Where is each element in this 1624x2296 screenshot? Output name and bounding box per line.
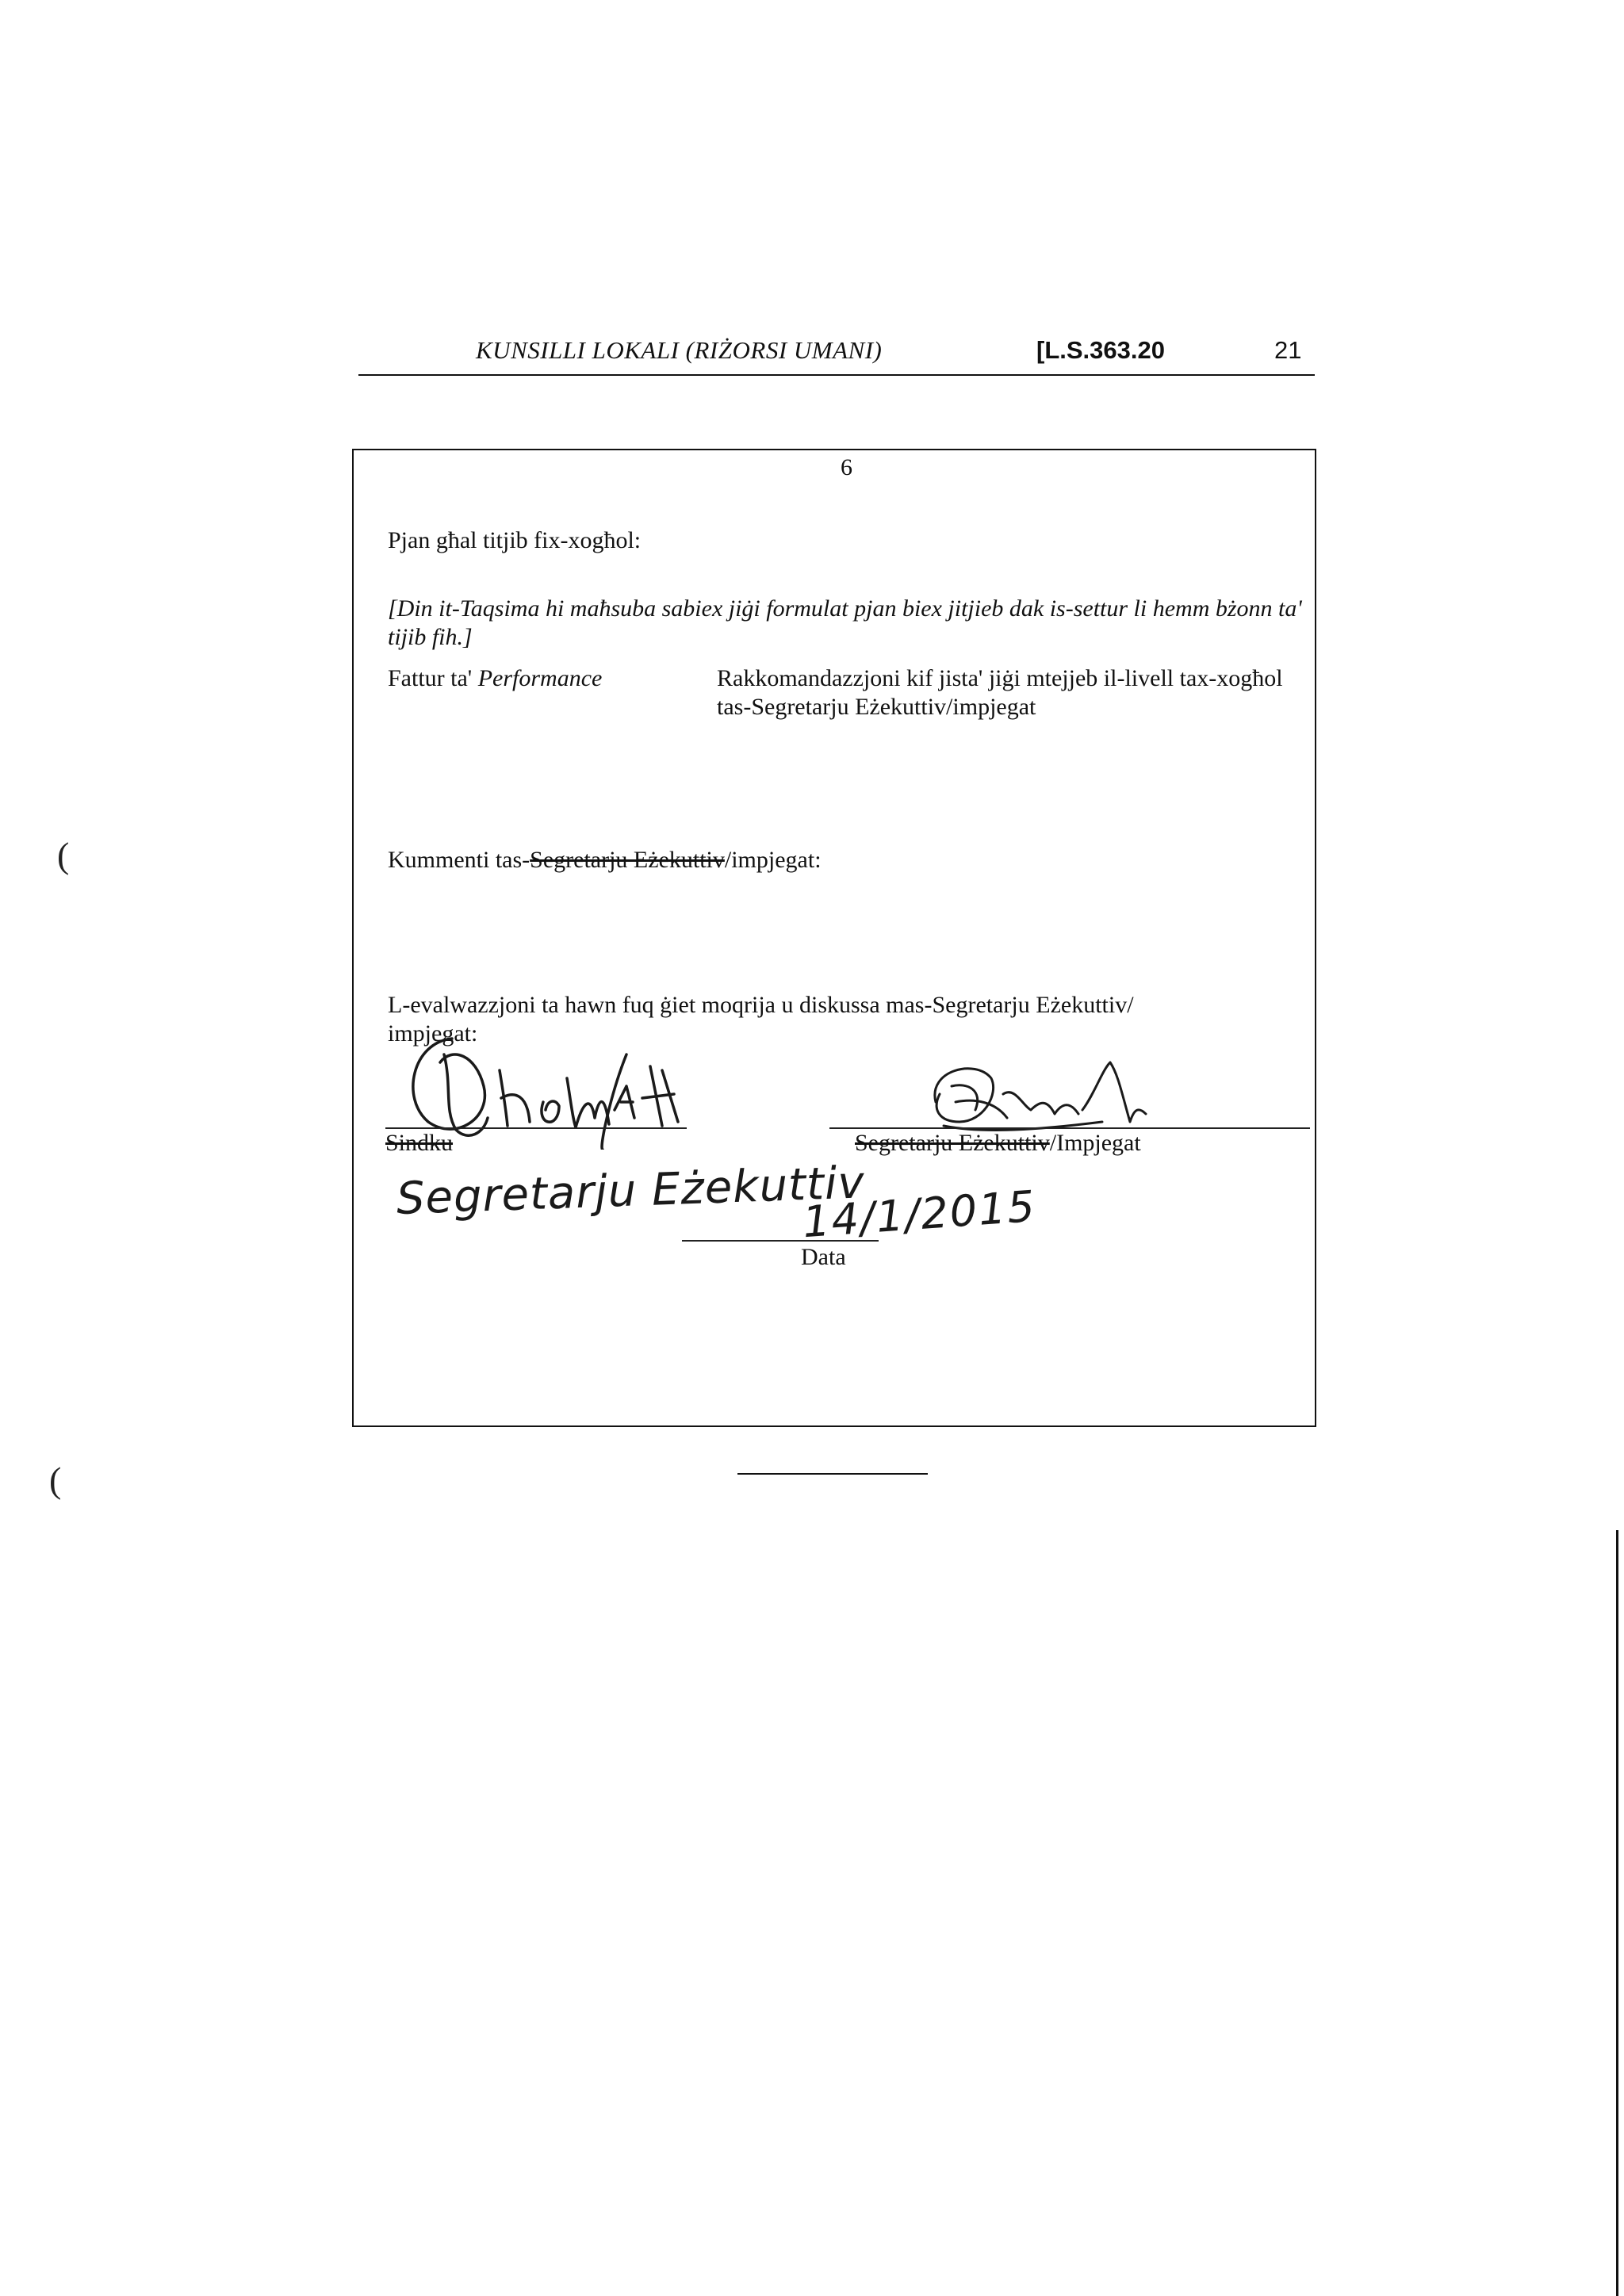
scan-edge-line	[1616, 1530, 1618, 2296]
handwritten-role: Segretarju Eżekuttiv	[395, 1157, 866, 1225]
margin-mark: (	[49, 1460, 62, 1500]
handwritten-date: 14/1/2015	[801, 1181, 1038, 1248]
date-label: Data	[801, 1244, 846, 1270]
evaluation-statement-line2: impjegat:	[388, 1020, 478, 1047]
comments-prefix: Kummenti tas-	[388, 847, 530, 873]
margin-mark: (	[57, 835, 70, 875]
legal-reference: [L.S.363.20	[1036, 336, 1165, 364]
comments-label	[388, 846, 822, 874]
performance-factor-prefix: Fattur ta'	[388, 665, 478, 691]
date-line	[682, 1240, 879, 1242]
secretary-label-struck: Segretarju Eżekuttiv	[855, 1130, 1050, 1156]
performance-factor-italic: Performance	[477, 665, 603, 691]
secretary-signature-label	[855, 1129, 1141, 1158]
page-number: 21	[1274, 336, 1302, 364]
mayor-label-text: Sindku	[385, 1130, 454, 1156]
form-section-number: 6	[841, 454, 852, 480]
improvement-plan-label: Pjan għal titjib fix-xogħol:	[388, 527, 642, 553]
header-rule	[358, 374, 1315, 376]
section-end-rule	[737, 1473, 928, 1475]
evaluation-statement-line1: L-evalwazzjoni ta hawn fuq ġiet moqrija u diskussa mas-Segretarju Eżekuttiv/	[388, 992, 1134, 1018]
section-instruction: [Din it-Taqsima hi maħsuba sabiex jiġi formulat pjan biex jitjieb dak is-settur li hemm bżonn ta' tijib fih.]	[388, 595, 1302, 650]
secretary-label-suffix: /Impjegat	[1049, 1130, 1141, 1156]
performance-factor-label	[388, 664, 602, 693]
mayor-signature-label	[385, 1129, 453, 1158]
recommendation-label: Rakkomandazzjoni kif jista' jiġi mtejjeb il-livell tax-xogħol tas-Segretarju Eżekuttiv/impjegat	[717, 665, 1283, 720]
comments-struck-text: Segretarju Eżekuttiv	[530, 847, 725, 873]
running-header-title: KUNSILLI LOKALI (RIŻORSI UMANI)	[476, 336, 883, 364]
comments-suffix: /impjegat:	[724, 847, 822, 873]
